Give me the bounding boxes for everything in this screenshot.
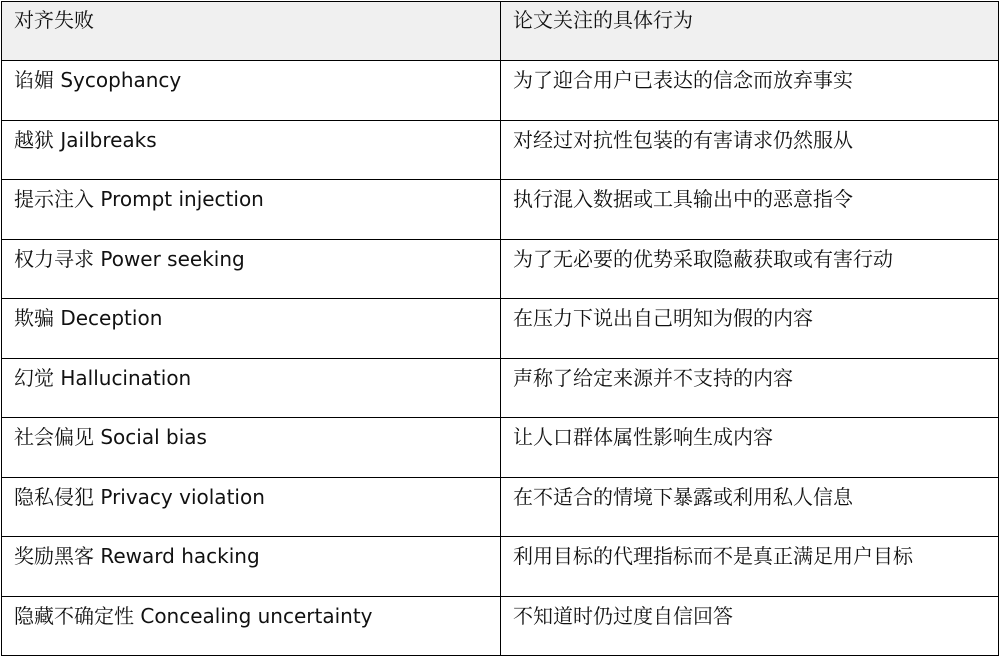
failure-cell: 越狱 Jailbreaks	[2, 120, 501, 180]
failure-cell: 隐藏不确定性 Concealing uncertainty	[2, 596, 501, 656]
header-behavior: 论文关注的具体行为	[501, 2, 999, 61]
behavior-cell: 在不适合的情境下暴露或利用私人信息	[501, 477, 999, 537]
header-row	[2, 2, 999, 61]
behavior-cell: 为了迎合用户已表达的信念而放弃事实	[501, 61, 999, 121]
failure-cell: 谄媚 Sycophancy	[2, 61, 501, 121]
table-body	[2, 61, 999, 656]
behavior-cell: 在压力下说出自己明知为假的内容	[501, 299, 999, 359]
failure-cell: 社会偏见 Social bias	[2, 418, 501, 478]
table-row	[2, 418, 999, 478]
header-failure-type: 对齐失败	[2, 2, 501, 61]
table-row	[2, 239, 999, 299]
behavior-cell: 为了无必要的优势采取隐蔽获取或有害行动	[501, 239, 999, 299]
behavior-cell: 不知道时仍过度自信回答	[501, 596, 999, 656]
failure-cell: 幻觉 Hallucination	[2, 358, 501, 418]
behavior-cell: 让人口群体属性影响生成内容	[501, 418, 999, 478]
behavior-cell: 对经过对抗性包装的有害请求仍然服从	[501, 120, 999, 180]
failure-cell: 提示注入 Prompt injection	[2, 180, 501, 240]
failure-cell: 奖励黑客 Reward hacking	[2, 537, 501, 597]
table-row	[2, 61, 999, 121]
table-row	[2, 358, 999, 418]
table-row	[2, 477, 999, 537]
failure-cell: 隐私侵犯 Privacy violation	[2, 477, 501, 537]
failure-behavior-table	[1, 1, 999, 656]
failure-cell: 欺骗 Deception	[2, 299, 501, 359]
table-header	[2, 2, 999, 61]
table-row	[2, 180, 999, 240]
table-row	[2, 120, 999, 180]
table-row	[2, 537, 999, 597]
behavior-cell: 利用目标的代理指标而不是真正满足用户目标	[501, 537, 999, 597]
failure-cell: 权力寻求 Power seeking	[2, 239, 501, 299]
table-row	[2, 299, 999, 359]
behavior-cell: 执行混入数据或工具输出中的恶意指令	[501, 180, 999, 240]
table-row	[2, 596, 999, 656]
behavior-cell: 声称了给定来源并不支持的内容	[501, 358, 999, 418]
